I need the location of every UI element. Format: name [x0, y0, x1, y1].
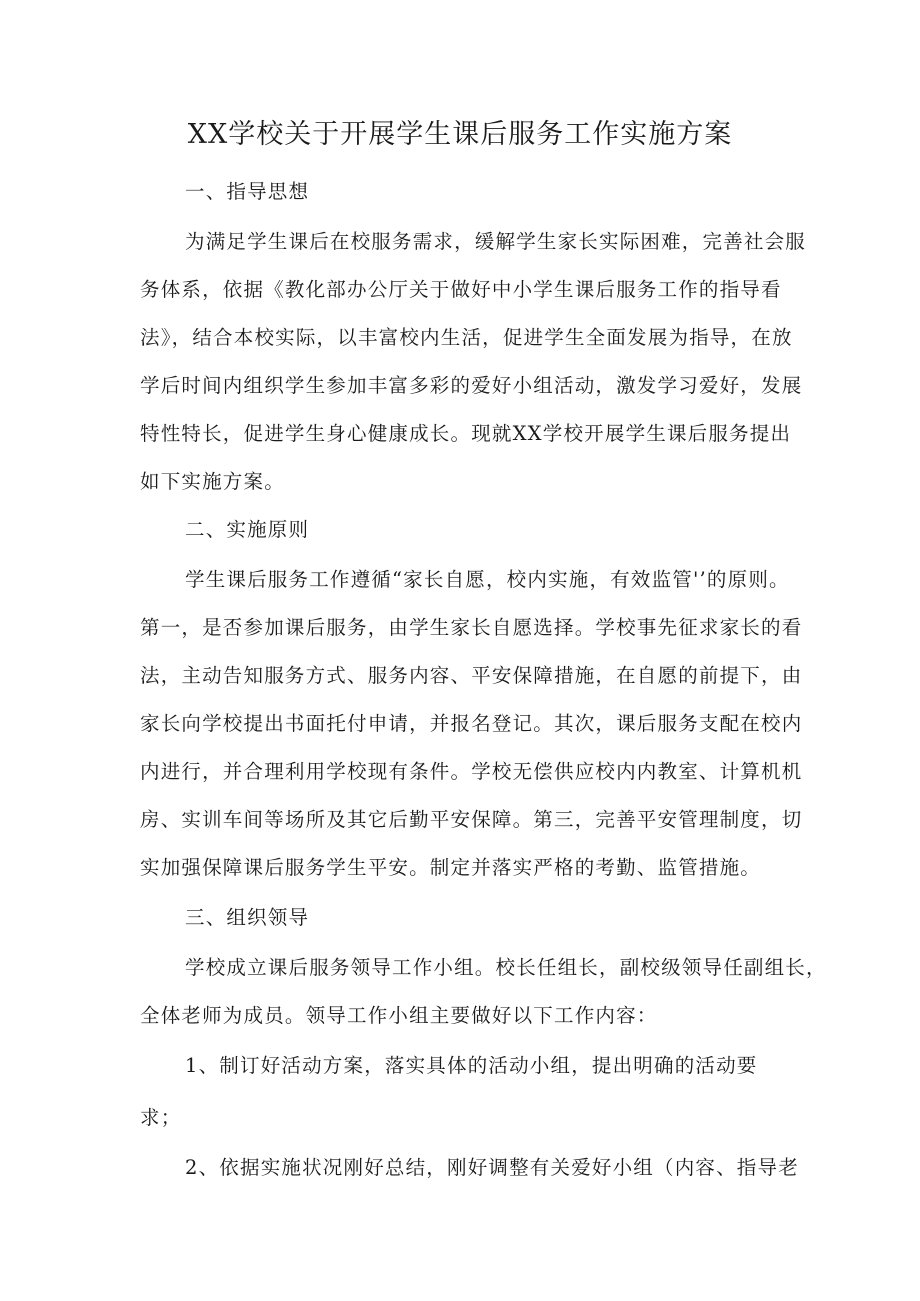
- paragraph-line: 房、实训车间等场所及其它后勤平安保障。第三，完善平安管理制度，切: [140, 808, 803, 831]
- paragraph-line: 法，主动告知服务方式、服务内容、平安保障措施，在自愿的前提下，由: [140, 664, 803, 687]
- paragraph-line: 实加强保障课后服务学生平安。制定并落实严格的考勤、监管措施。: [140, 856, 762, 879]
- section-heading-2: 二、实施原则: [185, 518, 310, 541]
- paragraph-line: 内进行，并合理利用学校现有条件。学校无偿供应校内内教室、计算机机: [140, 760, 803, 783]
- paragraph-line: 为满足学生课后在校服务需求，缓解学生家长实际困难，完善社会服: [185, 230, 807, 253]
- paragraph-line: 学后时间内组织学生参加丰富多彩的爱好小组活动，激发学习爱好，发展: [140, 374, 803, 397]
- list-item-line: 2、依据实施状况刚好总结，刚好调整有关爱好小组（内容、指导老: [185, 1156, 799, 1179]
- paragraph-line: 法》，结合本校实际，以丰富校内生活，促进学生全面发展为指导，在放: [140, 326, 793, 349]
- paragraph-line: 家长向学校提出书面托付申请，并报名登记。其次，课后服务支配在校内: [140, 712, 803, 735]
- paragraph-line: 如下实施方案。: [140, 470, 285, 493]
- paragraph-line: 学生课后服务工作遵循“家长自愿，校内实施，有效监管'’的原则。: [185, 568, 790, 591]
- paragraph-line: 第一，是否参加课后服务，由学生家长自愿选择。学校事先征求家长的看: [140, 616, 803, 639]
- paragraph-line: 特性特长，促进学生身心健康成长。现就XX学校开展学生课后服务提出: [140, 422, 792, 445]
- list-item-line: 求；: [140, 1106, 182, 1129]
- paragraph-line: 全体老师为成员。领导工作小组主要做好以下工作内容：: [140, 1004, 658, 1027]
- section-heading-3: 三、组织领导: [185, 906, 310, 929]
- list-item-line: 1、制订好活动方案，落实具体的活动小组，提出明确的活动要: [185, 1054, 758, 1077]
- paragraph-line: 务体系，依据《教化部办公厅关于做好中小学生课后服务工作的指导看: [140, 278, 782, 301]
- document-title: XX学校关于开展学生课后服务工作实施方案: [187, 119, 733, 150]
- paragraph-line: 学校成立课后服务领导工作小组。校长任组长，副校级领导任副组长，: [185, 956, 827, 979]
- section-heading-1: 一、指导思想: [185, 180, 310, 203]
